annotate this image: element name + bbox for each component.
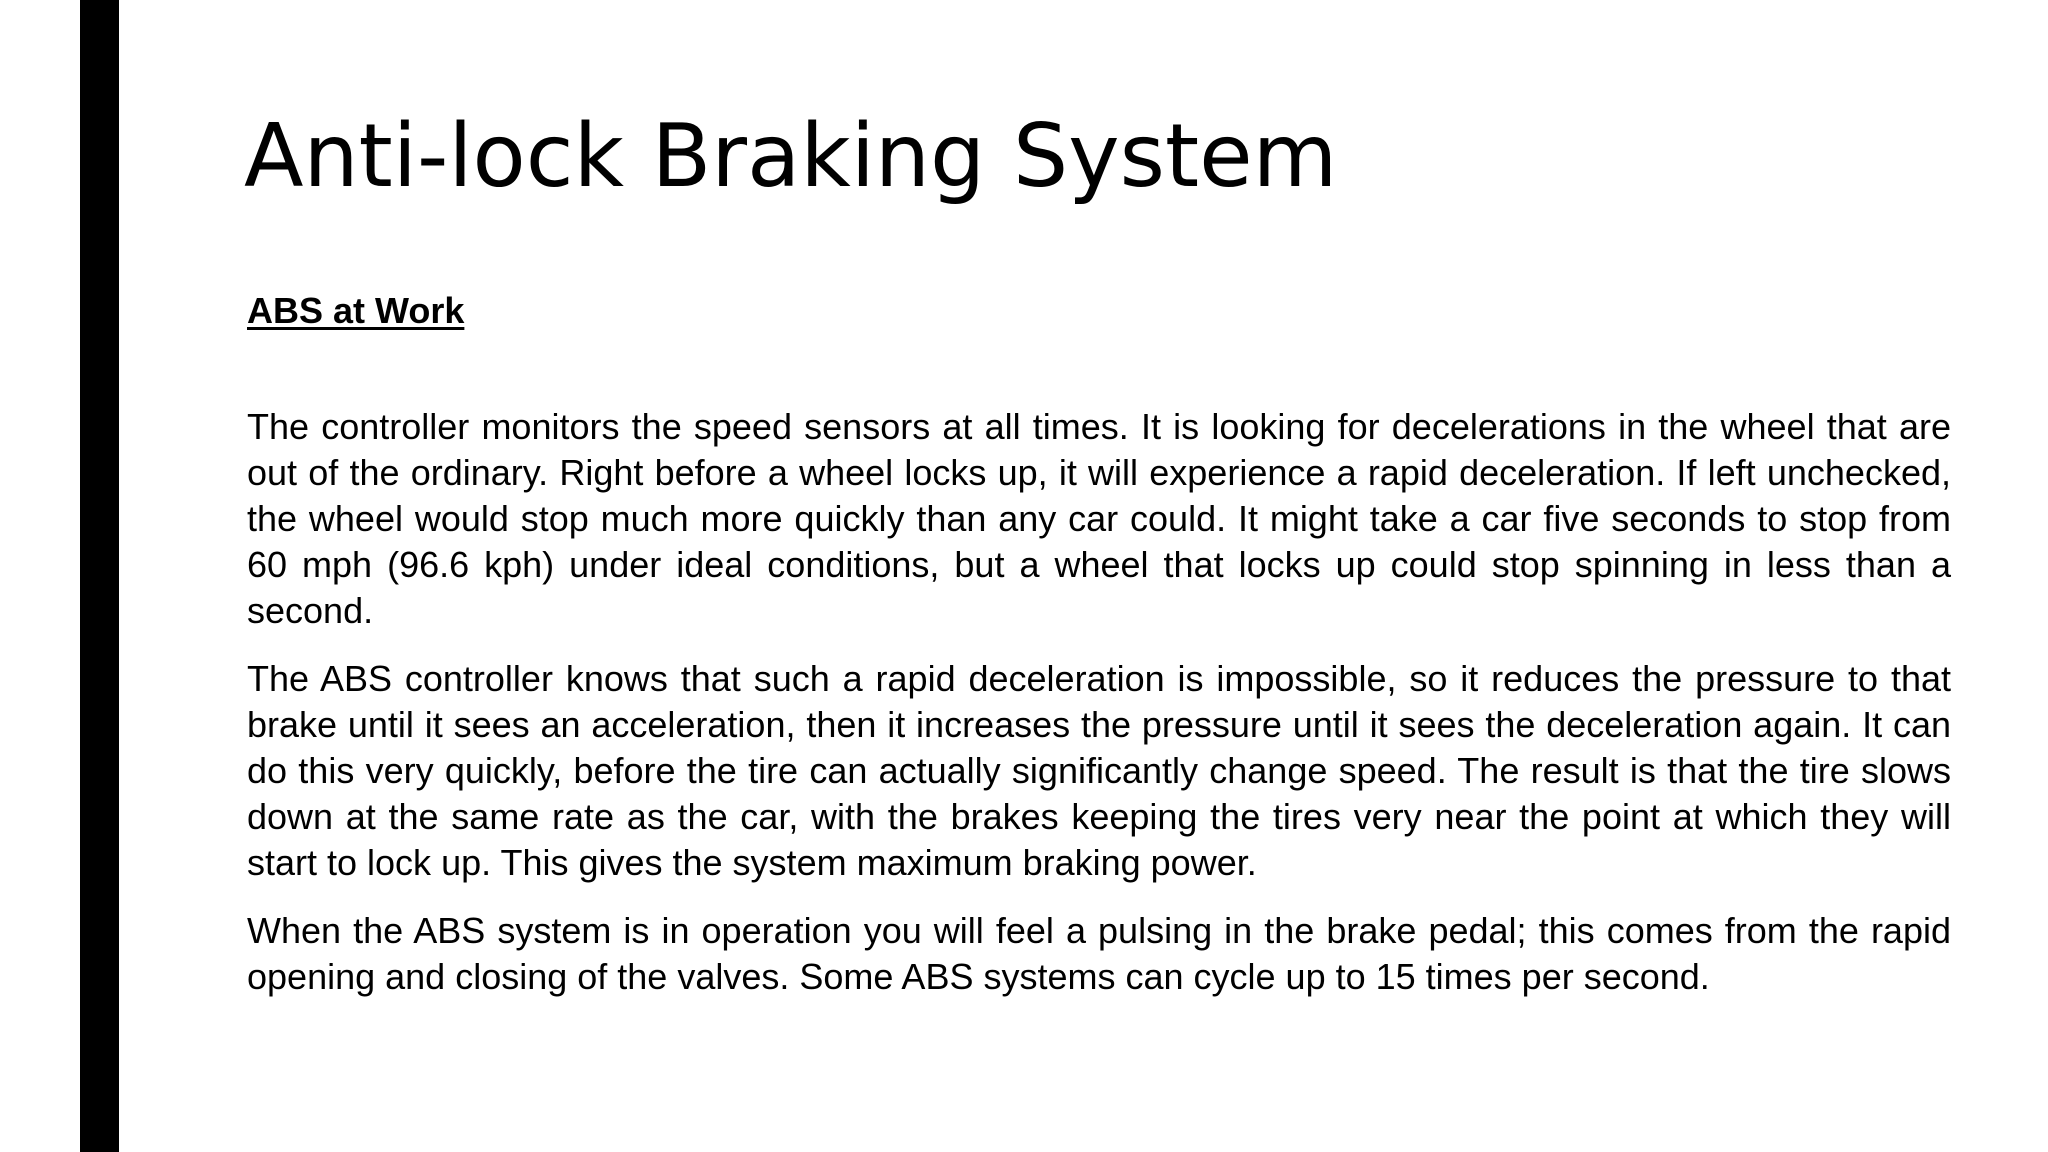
body-paragraph-1: The controller monitors the speed sensors at all times. It is looking for decelerations in the wheel that are out of the ordinary. Right before a wheel locks up, it will experience a rapid deceleration. If left unchecked, the wheel would stop much more quickly than any car could. It might take a car five seconds to stop from 60 mph (96.6 kph) under ideal conditions, but a wheel that locks up could stop spinning in less than a second. (247, 406, 1951, 631)
body-paragraph-3: When the ABS system is in operation you will feel a pulsing in the brake pedal; this comes from the rapid opening and closing of the valves. Some ABS systems can cycle up to 15 times per second. (247, 910, 1951, 997)
accent-bar (80, 0, 119, 1152)
slide-body (247, 288, 1951, 1022)
body-paragraph-2: The ABS controller knows that such a rapid deceleration is impossible, so it reduces the pressure to that brake until it sees an acceleration, then it increases the pressure until it sees the deceleration again. It can do this very quickly, before the tire can actually significantly change speed. The result is that the tire slows down at the same rate as the car, with the brakes keeping the tires very near the point at which they will start to lock up. This gives the system maximum braking power. (247, 658, 1951, 883)
section-subheading: ABS at Work (247, 290, 465, 331)
slide-title: Anti-lock Braking System (244, 105, 1338, 207)
